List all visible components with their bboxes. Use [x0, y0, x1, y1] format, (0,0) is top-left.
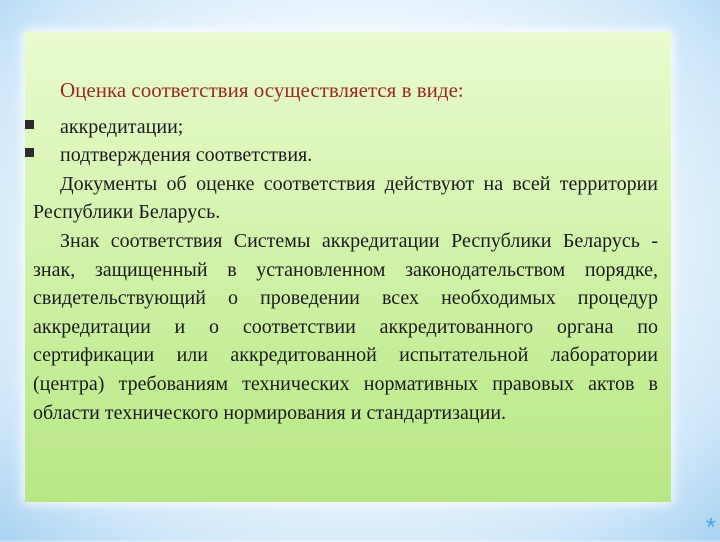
slide-text — [33, 76, 658, 427]
paragraph-documents: Документы об оценке соответствия действуют на всей территории Республики Беларусь. — [33, 172, 658, 224]
square-bullet-icon — [25, 120, 34, 129]
paragraph-conformity-mark: Знак соответствия Системы аккредитации Республики Беларусь - знак, защищенный в установленном законодательством порядке, свидетельствующий о проведении всех необходимых процедур аккредитации и о соответствии аккредитованного органа по сертификации или аккредитованной испытательной лаборатории (центра) требованиям технических нормативных правовых актов в области технического нормирования и стандартизации. — [33, 229, 658, 424]
list-item — [33, 141, 658, 170]
bullet-list — [33, 113, 658, 170]
content-panel — [25, 32, 671, 502]
slide-heading: Оценка соответствия осуществляется в виде: — [60, 78, 464, 102]
bullet-text: аккредитации; — [60, 115, 184, 138]
square-bullet-icon — [25, 148, 34, 157]
corner-asterisk-icon: * — [705, 512, 716, 542]
bullet-text: подтверждения соответствия. — [60, 144, 313, 167]
list-item — [33, 113, 658, 142]
